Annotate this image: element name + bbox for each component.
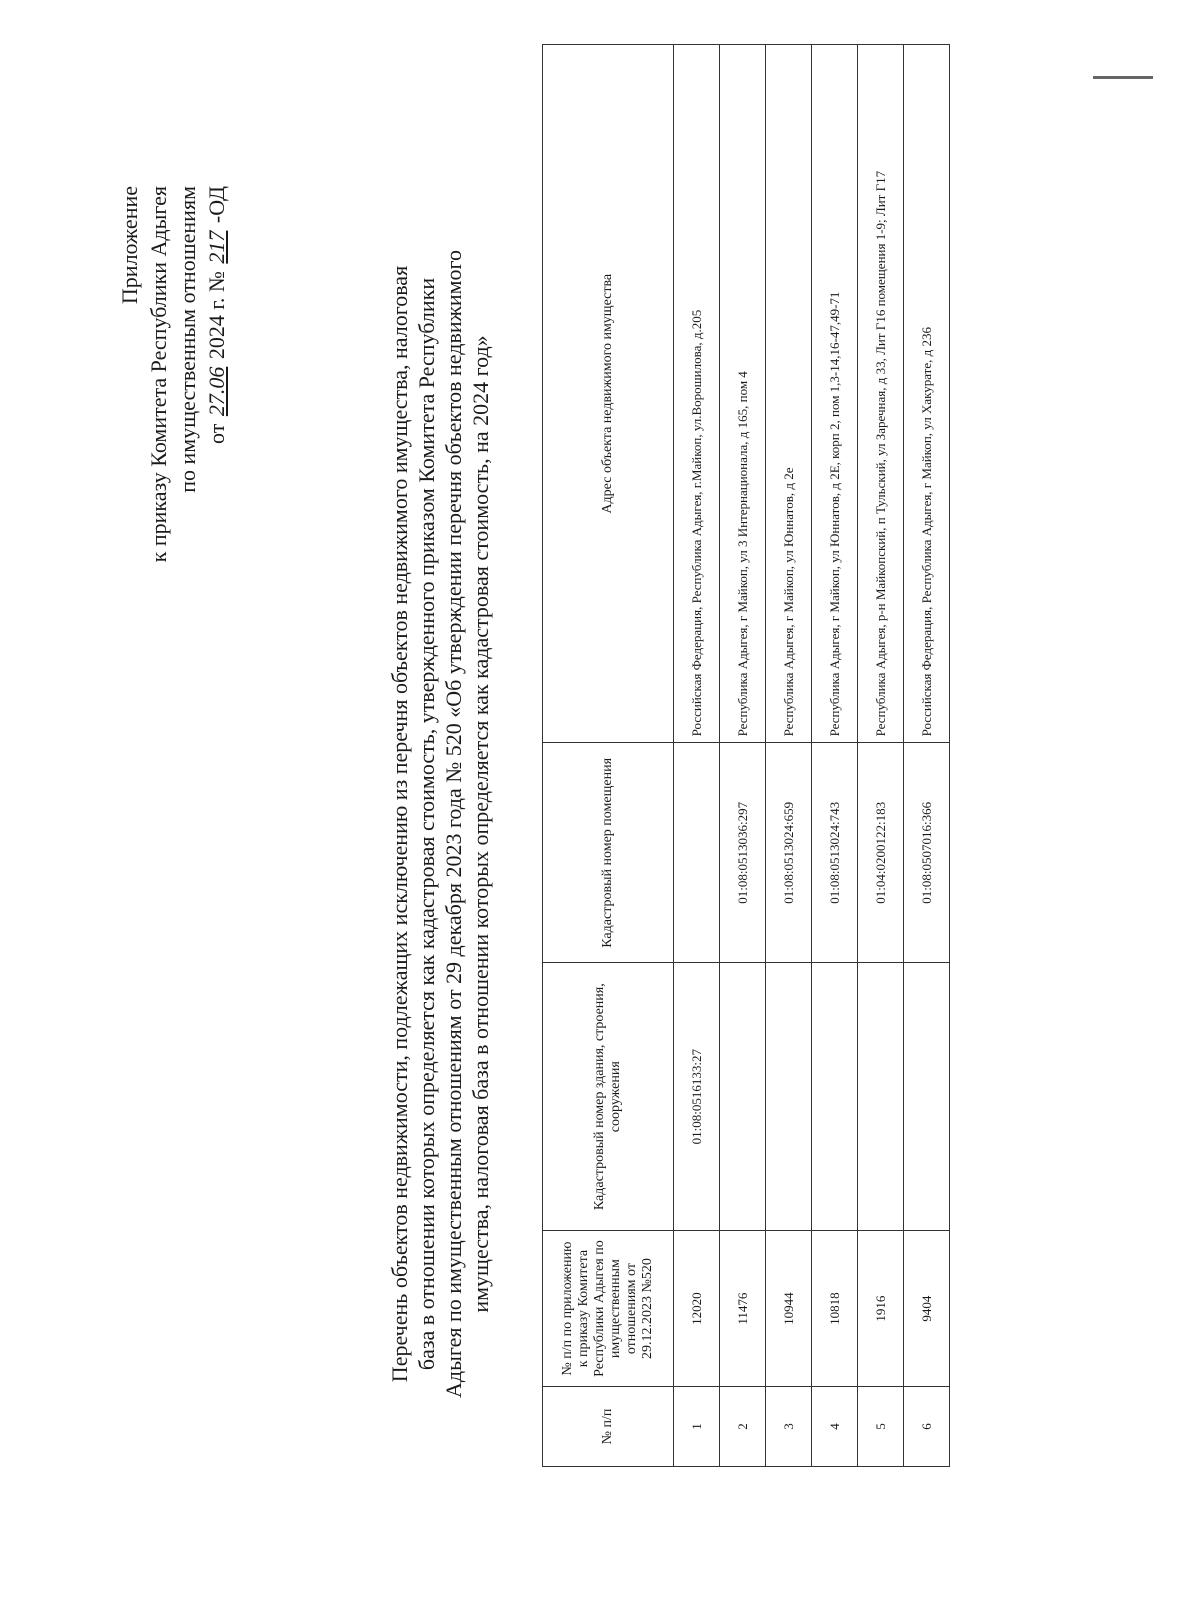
cell-num: 2	[720, 1387, 766, 1467]
cell-num: 3	[766, 1387, 812, 1467]
cell-ref: 9404	[904, 1231, 950, 1387]
cell-address: Республика Адыгея, г Майкоп, ул 3 Интернационала, д 165, пом 4	[720, 45, 766, 743]
handwritten-number: 217	[204, 230, 229, 264]
cell-num: 4	[812, 1387, 858, 1467]
header-ref: № п/п по приложению к приказу Комитета Республики Адыгея по имущественным отношениям от 29.12.2023 №520	[543, 1231, 674, 1387]
cell-building	[766, 963, 812, 1231]
date-prefix: от	[204, 423, 229, 444]
cell-address: Российская Федерация, Республика Адыгея, г Майкоп, ул Хакурате, д 236	[904, 45, 950, 743]
table-row	[858, 45, 904, 1467]
appendix-committee-line: по имущественным отношениям	[175, 186, 200, 493]
cell-num: 6	[904, 1387, 950, 1467]
table-row	[674, 45, 720, 1467]
cell-room: 01:04:0200122:183	[858, 743, 904, 963]
cell-room: 01:08:0513024:743	[812, 743, 858, 963]
property-table	[542, 44, 950, 1467]
header-room-cadastral: Кадастровый номер помещения	[543, 743, 674, 963]
cell-building	[812, 963, 858, 1231]
heading-line-1: Перечень объектов недвижимости, подлежащих исключению из перечня объектов недвижимого имущества, налоговая	[387, 265, 412, 1383]
document-heading	[386, 184, 494, 1464]
cell-address: Республика Адыгея, г Майкоп, ул Юннатов, д 2Е, корп 2, пом 1,3-14,16-47,49-71	[812, 45, 858, 743]
table-row	[904, 45, 950, 1467]
appendix-order-line: к приказу Комитета Республики Адыгея	[146, 186, 171, 563]
cell-address: Республика Адыгея, р-н Майкопский, п Тульский, ул Заречная, д 33, Лит Г16 помещения 1-9; Лит Г17	[858, 45, 904, 743]
table-row	[812, 45, 858, 1467]
cell-address: Российская Федерация, Республика Адыгея, г.Майкоп, ул.Ворошилова, д.205	[674, 45, 720, 743]
cell-ref: 10944	[766, 1231, 812, 1387]
heading-line-2: база в отношении которых определяется как кадастровая стоимость, утвержденного приказом Комитета Республики	[414, 277, 439, 1371]
cell-building	[904, 963, 950, 1231]
appendix-date-line	[202, 186, 231, 562]
cell-address: Республика Адыгея, г Майкоп, ул Юннатов, д 2е	[766, 45, 812, 743]
date-year: 2024 г. №	[204, 271, 229, 360]
handwritten-date: 27.06	[204, 366, 229, 417]
scan-edge-mark	[1093, 76, 1153, 79]
cell-ref: 1916	[858, 1231, 904, 1387]
table-row	[720, 45, 766, 1467]
heading-line-4: имущества, налоговая база в отношении которых определяется как кадастровая стоимость, на 2024 год»	[468, 335, 493, 1313]
cell-ref: 11476	[720, 1231, 766, 1387]
heading-line-3: Адыгея по имущественным отношениям от 29 декабря 2023 года № 520 «Об утверждении перечня объектов недвижимого	[441, 249, 466, 1399]
cell-ref: 12020	[674, 1231, 720, 1387]
header-address: Адрес объекта недвижимого имущества	[543, 45, 674, 743]
cell-ref: 10818	[812, 1231, 858, 1387]
cell-room: 01:08:0513024:659	[766, 743, 812, 963]
cell-building	[858, 963, 904, 1231]
cell-num: 1	[674, 1387, 720, 1467]
appendix-title: Приложение	[117, 186, 142, 305]
cell-room: 01:08:0513036:297	[720, 743, 766, 963]
cell-room: 01:08:0507016:366	[904, 743, 950, 963]
header-building-cadastral: Кадастровый номер здания, строения, сооружения	[543, 963, 674, 1231]
cell-building	[720, 963, 766, 1231]
cell-room	[674, 743, 720, 963]
cell-num: 5	[858, 1387, 904, 1467]
header-num: № п/п	[543, 1387, 674, 1467]
appendix-block	[115, 186, 231, 562]
order-suffix: -ОД	[204, 186, 229, 224]
table-header-row	[543, 45, 674, 1467]
cell-building: 01:08:0516133:27	[674, 963, 720, 1231]
table-row	[766, 45, 812, 1467]
